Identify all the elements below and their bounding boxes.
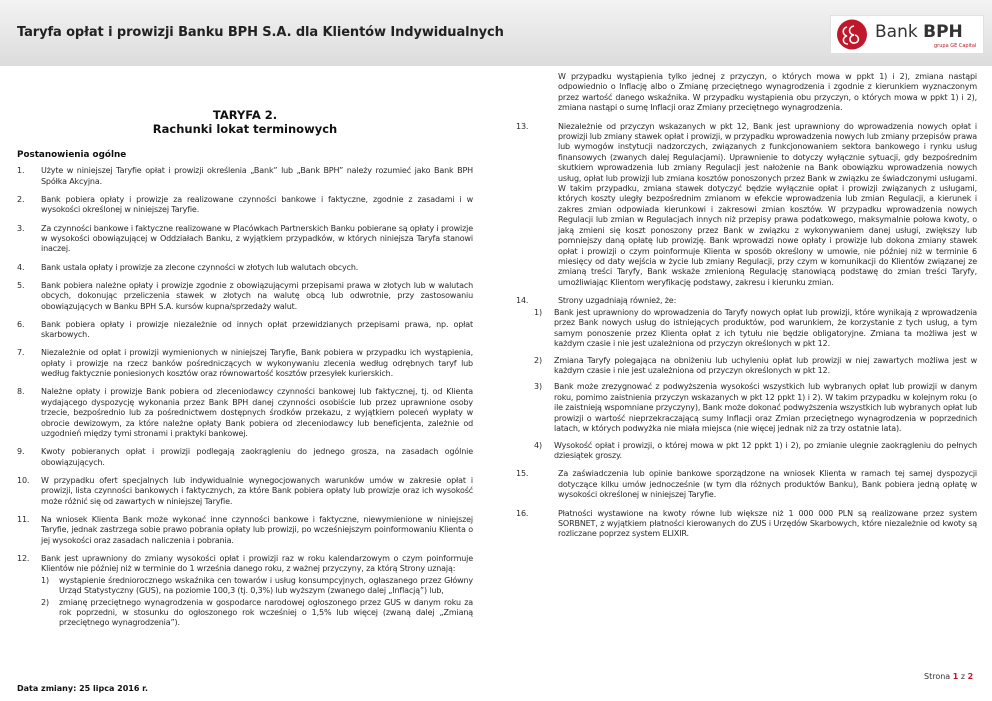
list-item: 10. W przypadku ofert specjalnych lub indywidualnie wynegocjowanych warunków umów w zakresie opłat i prowizji, lista czynności bankowych i faktycznych, za które Bank pobiera opłaty lub prowizje oraz ich wysokość może różnić się od zawartych w niniejszej Taryfie. <box>17 475 473 506</box>
list-item: 6. Bank pobiera opłaty i prowizje niezależnie od innych opłat przewidzianych przepisami prawa, np. opłat skarbowych. <box>17 319 473 340</box>
section-heading: Postanowienia ogólne <box>17 150 127 160</box>
list-item: 11. Na wniosek Klienta Bank może wykonać inne czynności bankowe i faktyczne, niewymienione w niniejszej Taryfie, jednak zastrzega sobie prawo pobrania opłaty lub prowizji, po wcześniejszym poinformowaniu Klienta o jej wysokości oraz zasadach naliczenia i pobrania. <box>17 514 473 545</box>
sub-item: 3) Bank może zrezygnować z podwyższenia wysokości wszystkich lub wybranych opłat lub prowizji w danym roku, pomimo zaistnienia przyczyn wskazanych w pkt 12 ppkt 1) i 2). W takim przypadku w kolejnym roku (o ile zaistnieją wspomniane przyczyny), Bank może dokonać podwyższenia wszystkich lub wybranych opłat lub prowizji o wartość nieprzekraczającą sumy Inflacji oraz Zmian przeciętnego wynagrodzenia w poprzednich latach, w których podwyżka nie miała miejsca (nie więcej jednak niż za trzy ostatnie lata). <box>534 382 977 434</box>
list-item: 3. Za czynności bankowe i faktyczne realizowane w Placówkach Partnerskich Banku pobierane są opłaty i prowizje w wysokości obowiązującej w Oddziałach Banku, z wyjątkiem przypadków, w których niniejsza Taryfa stanowi inaczej. <box>17 223 473 254</box>
bph-logo-icon <box>835 19 869 50</box>
list-item: 2. Bank pobiera opłaty i prowizje za realizowane czynności bankowe i faktyczne, zgodnie z zasadami i w wysokości określonej w niniejszej Taryfie. <box>17 195 473 215</box>
list-item: 16. Płatności wystawione na kwoty równe lub większe niż 1 000 000 PLN są realizowane przez system SORBNET, z wyjątkiem płatności kierowanych do ZUS i Urzędów Skarbowych, które niezależnie od kwoty są rozliczane poprzez system ELIXIR. <box>516 508 977 539</box>
list-item: 8. Należne opłaty i prowizje Bank pobiera od zleceniodawcy czynności bankowej lub faktycznej, tj. od Klienta wydającego dyspozycję wykonania przez Bank BPH danej czynności osobiście lub przez uprawnione osoby trzecie, bezpośrednio lub za pośrednictwem dostępnych środków przekazu, z wyjątkiem poleceń wypłaty w obrocie dewizowym, za które należne opłaty Bank pobiera od zleceniodawcy lub beneficjenta, zależnie od uzgodnień między tymi stronami i praktyki bankowej. <box>17 387 473 439</box>
sub-list <box>534 308 977 461</box>
tariff-number: TARYFA 2. <box>212 108 278 122</box>
change-date: Data zmiany: 25 lipca 2016 r. <box>17 684 149 693</box>
page-number: Strona 1 z 2 <box>924 672 974 681</box>
sub-item: 4) Wysokość opłat i prowizji, o której mowa w pkt 12 ppkt 1) i 2), po zmianie ulegnie zaokrągleniu do pełnych dziesiątek groszy. <box>534 440 977 460</box>
right-column <box>512 72 977 548</box>
list-item: 12. Bank jest uprawniony do zmiany wysokości opłat i prowizji raz w roku kalendarzowym o czym poinformuje Klientów nie później niż w terminie do 1 września danego roku, z ważnej przyczyny, za którą Strony uznają: 1) wystąpienie średniorocznego wskaźnika cen towarów i usług konsumpcyjnych, ogłaszanego przez Główny Urząd Statystyczny (GUS), na poziomie 100,3 (tj. 0,3%) lub wyższym (zwanego dalej „Inflacją”) lub, 2) zmianę przeciętnego wynagrodzenia w gospodarce narodowej ogłoszonego przez GUS w danym roku za rok poprzedni, w stosunku do ogłoszonego rok wcześniej o 1,5% lub więcej (zwaną dalej „Zmianą przeciętnego wynagrodzenia”). <box>17 553 473 628</box>
document-title: Taryfa opłat i prowizji Banku BPH S.A. dla Klientów Indywidualnych <box>17 25 504 40</box>
logo-wordmark: Bank BPH <box>875 22 963 42</box>
tariff-name: Rachunki lokat terminowych <box>152 122 338 136</box>
continued-paragraph: W przypadku wystąpienia tylko jednej z przyczyn, o których mowa w ppkt 1) i 2), zmiana nastąpi odpowiednio o Inflację albo o Zmianę przeciętnego wynagrodzenia i zgodnie z kierunkiem wyznaczonym przez wartość danego wskaźnika. W przypadku wystąpienia obu przyczyn, o których mowa w ppkt 1) i 2), zmiana nastąpi o sumę Inflacji oraz Zmiany przeciętnego wynagrodzenia. <box>558 72 977 113</box>
list-item: 14. Strony uzgadniają również, że: 1) Bank jest uprawniony do wprowadzenia do Taryfy nowych opłat lub prowizji, które wynikają z wprowadzenia przez Bank nowych usług do istniejących produktów, pod warunkiem, że korzystanie z tych usług, a tym samym ponoszenie przez Klienta opłat z ich tytułu nie będzie obligatoryjne. Zmiana ta możliwa jest w każdym czasie i nie jest uzależniona od przyczyn określonych w pkt 12. 2) Zmiana Taryfy polegająca na obniżeniu lub uchyleniu opłat lub prowizji w niej zawartych możliwa jest w każdym czasie i nie jest uzależniona od przyczyn określonych w pkt 12. 3) Bank może zrezygnować z podwyższenia wysokości wszystkich lub wybranych opłat lub prowizji w danym roku, pomimo zaistnienia przyczyn wskazanych w pkt 12 ppkt 1) i 2). W takim przypadku w kolejnym roku (o ile zaistnieją wspomniane przyczyny), Bank może dokonać podwyższenia wszystkich lub wybranych opłat lub prowizji o wartość nieprzekraczającą sumy Inflacji oraz Zmian przeciętnego wynagrodzenia w poprzednich latach, w których podwyżka nie miała miejsca (nie więcej jednak niż za trzy ostatnie lata). 4) Wysokość opłat i prowizji, o której mowa w pkt 12 ppkt 1) i 2), po zmianie ulegnie zaokrągleniu do pełnych dziesiątek groszy. <box>516 296 977 460</box>
list-item: 9. Kwoty pobieranych opłat i prowizji podlegają zaokrągleniu do jednego grosza, na zasadach ogólnie obowiązujących. <box>17 447 473 467</box>
sub-item: 1) Bank jest uprawniony do wprowadzenia do Taryfy nowych opłat lub prowizji, które wynikają z wprowadzenia przez Bank nowych usług do istniejących produktów, pod warunkiem, że korzystanie z tych usług, a tym samym ponoszenie przez Klienta opłat z ich tytułu nie będzie obligatoryjne. Zmiana ta możliwa jest w każdym czasie i nie jest uzależniona od przyczyn określonych w pkt 12. <box>534 308 977 349</box>
list-item: 15. Za zaświadczenia lub opinie bankowe sporządzone na wniosek Klienta w ramach tej samej dyspozycji dotyczące kilku umów jednocześnie (w tym dla różnych produktów Banku), Bank pobiera jedną opłatę w wysokości określonej w niniejszej Taryfie. <box>516 469 977 500</box>
sub-item: 2) Zmiana Taryfy polegająca na obniżeniu lub uchyleniu opłat lub prowizji w niej zawartych możliwa jest w każdym czasie i nie jest uzależniona od przyczyn określonych w pkt 12. <box>534 355 977 376</box>
list-item: 13. Niezależnie od przyczyn wskazanych w pkt 12, Bank jest uprawniony do wprowadzenia nowych opłat i prowizji lub zmiany stawek opłat i prowizji, w przypadku wprowadzenia nowych lub zmiany przepisów prawa lub wymogów instytucji nadzorczych, związanych z funkcjonowaniem sektora bankowego i rynku usług finansowych (zwanych dalej Regulacjami). Uprawnienie to dotyczy wyłącznie sytuacji, gdy bezpośrednim skutkiem wprowadzenia lub zmiany Regulacji jest nałożenie na Bank obowiązku wprowadzenia nowych usług, opłat lub prowizji lub zmiana kosztów ponoszonych przez Bank w związku ze świadczonymi usługami. W takim przypadku, zmiana stawek dotyczyć będzie wyłącznie opłat i prowizji związanych z usługami, których koszty uległy bezpośrednim zmianom w efekcie wprowadzenia lub zmian Regulacji, a kierunek i zakres zmian odpowiada kierunkowi i zakresowi zmian kosztów. W przypadku wprowadzenia nowych Regulacji lub zmian w Regulacjach innych niż przepisy prawa podatkowego, maksymalnie połowa kwoty, o jaką zmieni się koszt ponoszony przez Bank w związku z wykonywaniem danej usługi, zwiększy lub pomniejszy daną opłatę lub prowizję. Bank wprowadzi nowe opłaty i prowizje lub dokona zmiany stawek opłat i prowizji o czym poinformuje Klienta w sposób określony w umowie, nie później niż w terminie 6 miesięcy od daty wejścia w życie lub zmiany Regulacji, przy czym w komunikacji do Klientów związanej ze zmianą treści Taryfy, Bank wskaże zmienioną Regulację stanowiącą podstawę do zmian treści Taryfy, umożliwiając Klientom weryfikację podstawy, zakresu i kierunku zmian. <box>516 121 977 287</box>
list-item: 1. Użyte w niniejszej Taryfie opłat i prowizji określenia „Bank” lub „Bank BPH” należy rozumieć jako Bank BPH Spółka Akcyjna. <box>17 166 473 186</box>
sub-item: 1) wystąpienie średniorocznego wskaźnika cen towarów i usług konsumpcyjnych, ogłaszanego przez Główny Urząd Statystyczny (GUS), na poziomie 100,3 (tj. 0,3%) lub wyższym (zwanego dalej „Inflacją”) lub, <box>41 575 473 596</box>
list-item: 7. Niezależnie od opłat i prowizji wymienionych w niniejszej Taryfie, Bank pobiera w przypadku ich wystąpienia, opłaty i prowizje na rzecz banków pośredniczących w wykonywaniu zlecenia według odrębnych taryf lub według faktycznie poniesionych kosztów oraz równowartość kosztów przesyłek kurierskich. <box>17 348 473 379</box>
sub-item: 2) zmianę przeciętnego wynagrodzenia w gospodarce narodowej ogłoszonego przez GUS w danym roku za rok poprzedni, w stosunku do ogłoszonego rok wcześniej o 1,5% lub więcej (zwaną dalej „Zmianą przeciętnego wynagrodzenia”). <box>41 597 473 628</box>
logo-subtitle: grupa GE Capital <box>934 43 977 49</box>
list-item: 5. Bank pobiera należne opłaty i prowizje zgodnie z obowiązującymi przepisami prawa w złotych lub w walutach obcych, dokonując przeliczenia stawek w złotych na walutę obcą lub odwrotnie, przy zastosowaniu obowiązujących w Banku BPH S.A. kursów kupna/sprzedaży walut. <box>17 280 473 311</box>
list-item: 4. Bank ustala opłaty i prowizje za zlecone czynności w złotych lub walutach obcych. <box>17 262 359 272</box>
left-column <box>17 100 473 637</box>
page-header <box>0 0 992 66</box>
bank-logo <box>830 15 984 54</box>
